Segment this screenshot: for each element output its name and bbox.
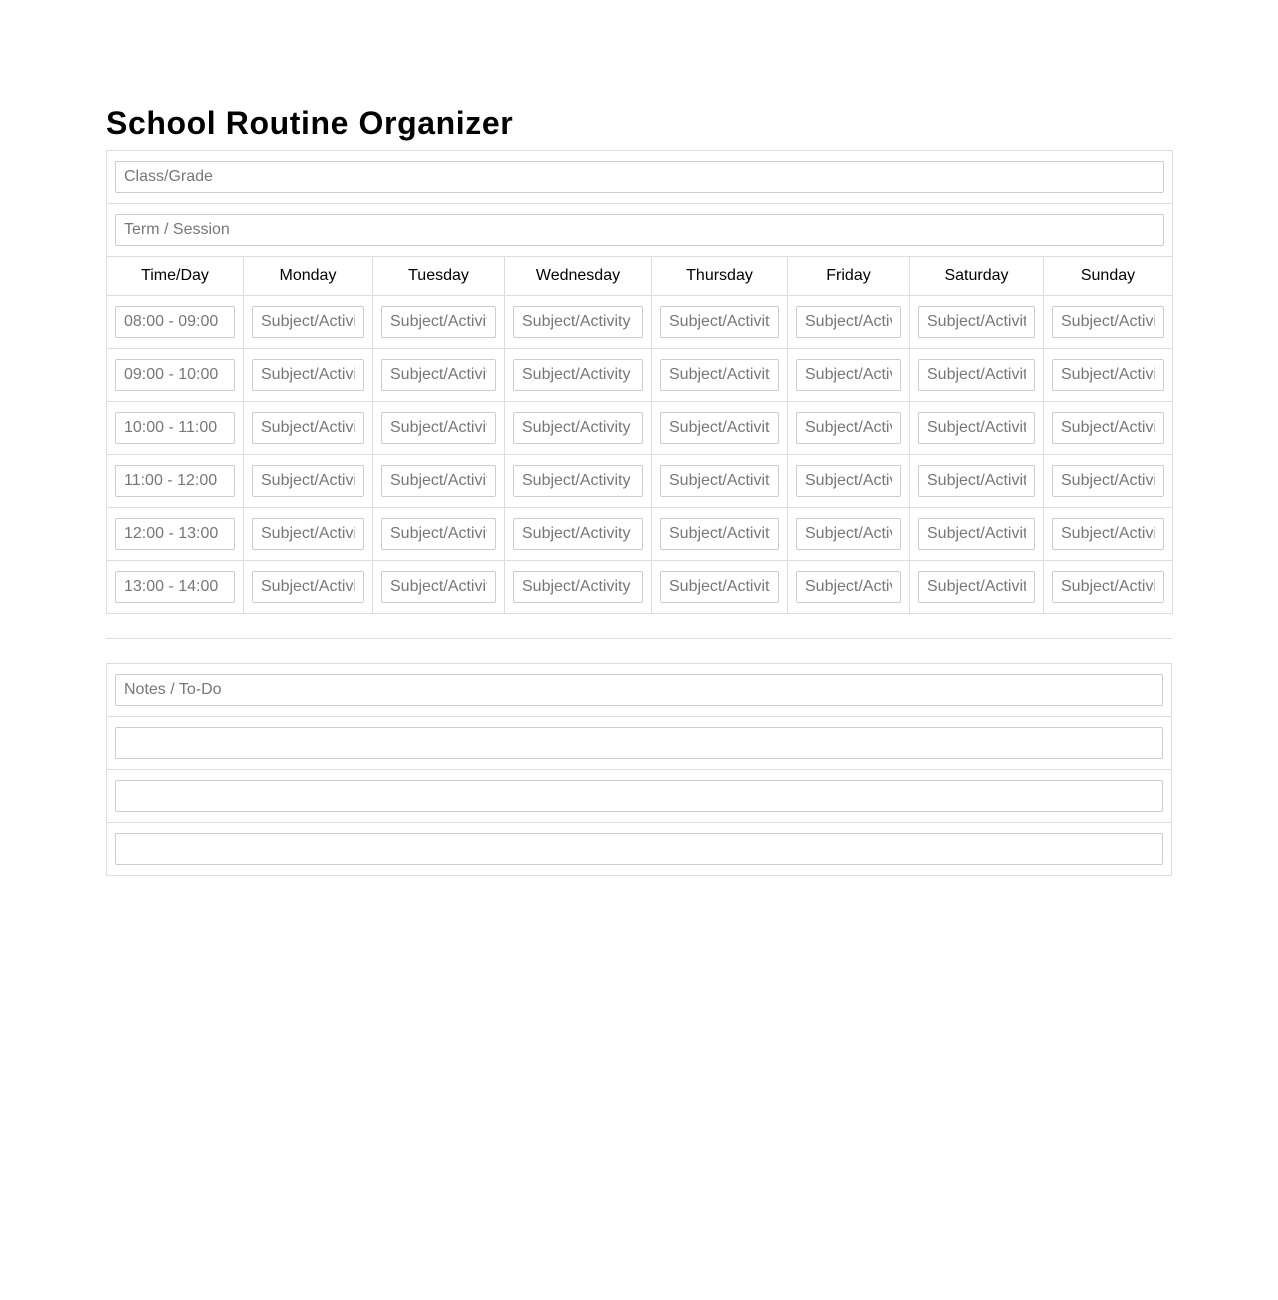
notes-row bbox=[107, 770, 1172, 823]
notes-input-1[interactable] bbox=[115, 674, 1163, 706]
activity-input-friday[interactable] bbox=[796, 412, 901, 444]
activity-input-tuesday[interactable] bbox=[381, 518, 496, 550]
column-header-monday: Monday bbox=[244, 257, 373, 296]
activity-input-sunday[interactable] bbox=[1052, 412, 1164, 444]
activity-input-thursday[interactable] bbox=[660, 571, 779, 603]
schedule-row bbox=[107, 561, 1173, 614]
column-header-time-day: Time/Day bbox=[107, 257, 244, 296]
activity-input-saturday[interactable] bbox=[918, 359, 1035, 391]
class-grade-row bbox=[107, 151, 1173, 204]
activity-input-thursday[interactable] bbox=[660, 518, 779, 550]
activity-input-tuesday[interactable] bbox=[381, 571, 496, 603]
activity-input-sunday[interactable] bbox=[1052, 306, 1164, 338]
activity-input-tuesday[interactable] bbox=[381, 465, 496, 497]
activity-input-monday[interactable] bbox=[252, 465, 364, 497]
section-divider bbox=[106, 638, 1172, 639]
activity-input-tuesday[interactable] bbox=[381, 412, 496, 444]
schedule-row bbox=[107, 349, 1173, 402]
activity-input-sunday[interactable] bbox=[1052, 465, 1164, 497]
activity-input-saturday[interactable] bbox=[918, 465, 1035, 497]
notes-table bbox=[106, 663, 1172, 876]
activity-input-monday[interactable] bbox=[252, 359, 364, 391]
column-header-sunday: Sunday bbox=[1044, 257, 1173, 296]
page-container bbox=[106, 100, 1172, 876]
activity-input-saturday[interactable] bbox=[918, 518, 1035, 550]
notes-input-4[interactable] bbox=[115, 833, 1163, 865]
time-slot-input[interactable] bbox=[115, 359, 235, 391]
time-slot-input[interactable] bbox=[115, 412, 235, 444]
class-grade-input[interactable] bbox=[115, 161, 1164, 193]
activity-input-thursday[interactable] bbox=[660, 359, 779, 391]
column-header-saturday: Saturday bbox=[910, 257, 1044, 296]
schedule-header-row bbox=[107, 257, 1173, 296]
activity-input-friday[interactable] bbox=[796, 571, 901, 603]
time-slot-input[interactable] bbox=[115, 465, 235, 497]
activity-input-monday[interactable] bbox=[252, 412, 364, 444]
activity-input-wednesday[interactable] bbox=[513, 412, 643, 444]
activity-input-saturday[interactable] bbox=[918, 571, 1035, 603]
term-session-input[interactable] bbox=[115, 214, 1164, 246]
notes-row bbox=[107, 664, 1172, 717]
schedule-row bbox=[107, 455, 1173, 508]
activity-input-monday[interactable] bbox=[252, 306, 364, 338]
time-slot-input[interactable] bbox=[115, 518, 235, 550]
activity-input-wednesday[interactable] bbox=[513, 359, 643, 391]
term-session-row bbox=[107, 204, 1173, 257]
column-header-wednesday: Wednesday bbox=[505, 257, 652, 296]
activity-input-tuesday[interactable] bbox=[381, 306, 496, 338]
schedule-row bbox=[107, 508, 1173, 561]
activity-input-friday[interactable] bbox=[796, 306, 901, 338]
column-header-tuesday: Tuesday bbox=[373, 257, 505, 296]
activity-input-monday[interactable] bbox=[252, 518, 364, 550]
column-header-thursday: Thursday bbox=[652, 257, 788, 296]
notes-row bbox=[107, 717, 1172, 770]
schedule-body bbox=[107, 296, 1173, 614]
time-slot-input[interactable] bbox=[115, 306, 235, 338]
activity-input-thursday[interactable] bbox=[660, 412, 779, 444]
activity-input-monday[interactable] bbox=[252, 571, 364, 603]
activity-input-friday[interactable] bbox=[796, 465, 901, 497]
activity-input-sunday[interactable] bbox=[1052, 359, 1164, 391]
activity-input-wednesday[interactable] bbox=[513, 465, 643, 497]
schedule-table bbox=[106, 150, 1173, 614]
time-slot-input[interactable] bbox=[115, 571, 235, 603]
activity-input-friday[interactable] bbox=[796, 359, 901, 391]
activity-input-friday[interactable] bbox=[796, 518, 901, 550]
activity-input-wednesday[interactable] bbox=[513, 518, 643, 550]
notes-row bbox=[107, 823, 1172, 876]
activity-input-tuesday[interactable] bbox=[381, 359, 496, 391]
activity-input-thursday[interactable] bbox=[660, 465, 779, 497]
column-header-friday: Friday bbox=[788, 257, 910, 296]
activity-input-thursday[interactable] bbox=[660, 306, 779, 338]
activity-input-saturday[interactable] bbox=[918, 412, 1035, 444]
page-title: School Routine Organizer bbox=[106, 105, 514, 141]
schedule-row bbox=[107, 296, 1173, 349]
activity-input-wednesday[interactable] bbox=[513, 306, 643, 338]
activity-input-sunday[interactable] bbox=[1052, 518, 1164, 550]
activity-input-sunday[interactable] bbox=[1052, 571, 1164, 603]
notes-input-2[interactable] bbox=[115, 727, 1163, 759]
activity-input-wednesday[interactable] bbox=[513, 571, 643, 603]
notes-input-3[interactable] bbox=[115, 780, 1163, 812]
schedule-row bbox=[107, 402, 1173, 455]
activity-input-saturday[interactable] bbox=[918, 306, 1035, 338]
